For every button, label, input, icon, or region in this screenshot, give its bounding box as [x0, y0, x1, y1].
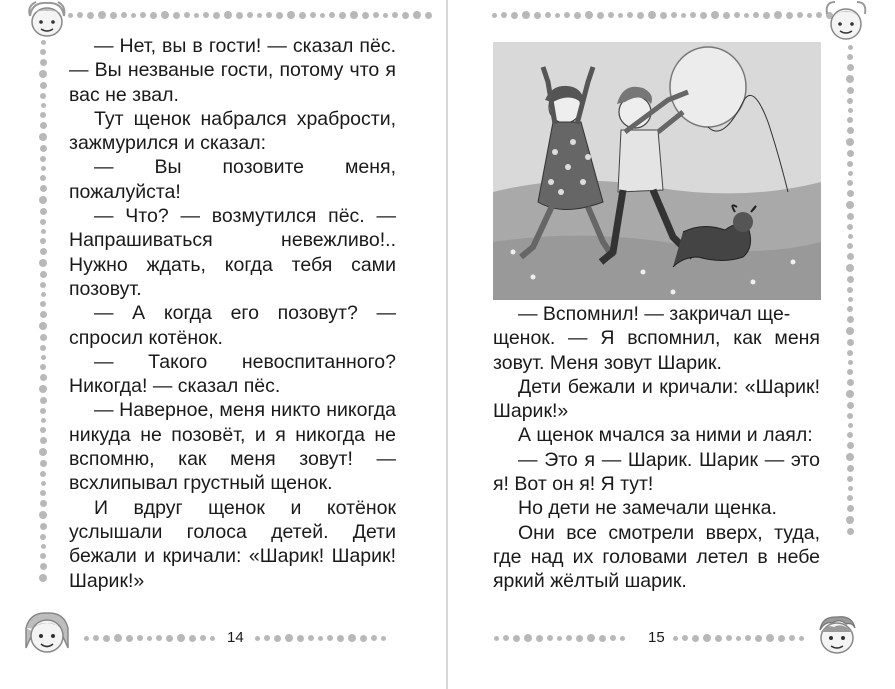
border-dot: [847, 369, 853, 375]
bottom-dot-border-right: [255, 633, 386, 643]
border-dot: [40, 82, 47, 89]
border-dot: [848, 234, 853, 239]
border-dot: [557, 636, 562, 641]
border-dot: [620, 636, 625, 641]
bottom-dot-border-right: [673, 633, 804, 643]
border-dot: [503, 635, 509, 641]
border-dot: [847, 180, 853, 186]
paragraph: — Это я — Шарик. Шарик — это я! Вот он я! Я тут!: [493, 448, 820, 496]
border-dot: [362, 12, 369, 19]
border-dot: [846, 390, 854, 398]
border-dot: [236, 12, 243, 19]
left-page-text: [69, 34, 396, 593]
border-dot: [299, 12, 306, 19]
border-dot: [348, 634, 356, 642]
border-dot: [84, 636, 89, 641]
border-dot: [40, 248, 47, 255]
border-dot: [545, 12, 551, 18]
border-dot: [264, 635, 270, 641]
border-dot: [703, 634, 711, 642]
border-dot: [848, 486, 853, 491]
right-dot-border: [845, 45, 855, 535]
border-dot: [329, 12, 335, 18]
paragraph: — Такого невоспитанного? Никогда! — сказал пёс.: [69, 350, 396, 398]
border-dot: [847, 350, 853, 356]
border-dot: [40, 334, 47, 341]
border-dot: [39, 448, 47, 456]
border-dot: [255, 636, 260, 641]
border-dot: [846, 264, 854, 272]
border-dot: [574, 12, 581, 19]
border-dot: [847, 306, 853, 312]
border-dot: [597, 12, 604, 19]
border-dot: [797, 12, 803, 18]
border-dot: [41, 292, 46, 297]
border-dot: [318, 636, 323, 641]
border-dot: [648, 11, 656, 19]
border-dot: [41, 544, 46, 549]
border-dot: [339, 12, 346, 19]
border-dot: [847, 54, 853, 60]
border-dot: [350, 11, 358, 19]
border-dot: [121, 12, 127, 18]
border-dot: [392, 12, 398, 18]
border-dot: [40, 311, 47, 318]
illustration-drawing: [493, 42, 821, 300]
border-dot: [161, 11, 169, 19]
border-dot: [40, 219, 46, 225]
border-dot: [40, 208, 47, 215]
border-dot: [40, 563, 47, 570]
border-dot: [501, 12, 507, 18]
border-dot: [210, 636, 215, 641]
border-dot: [40, 185, 47, 192]
border-dot: [847, 117, 853, 123]
border-dot: [753, 12, 759, 18]
border-dot: [522, 11, 530, 19]
border-dot: [381, 636, 386, 641]
border-dot: [726, 635, 732, 641]
border-dot: [194, 13, 199, 18]
border-dot: [257, 13, 262, 18]
border-dot: [40, 59, 47, 66]
border-dot: [848, 45, 853, 50]
border-dot: [413, 11, 421, 19]
border-dot: [40, 364, 46, 370]
border-dot: [337, 635, 344, 642]
border-dot: [213, 12, 220, 19]
border-dot: [40, 271, 47, 278]
border-dot: [360, 635, 367, 642]
paragraph: Но дети не замечали щенка.: [518, 497, 777, 520]
border-dot: [847, 528, 854, 535]
border-dot: [847, 379, 854, 386]
border-dot: [576, 635, 583, 642]
border-dot: [660, 12, 667, 19]
border-dot: [608, 12, 614, 18]
border-dot: [511, 12, 518, 19]
border-dot: [40, 374, 47, 381]
border-dot: [425, 12, 432, 19]
border-dot: [266, 12, 272, 18]
border-dot: [40, 301, 46, 307]
border-dot: [847, 442, 854, 449]
border-dot: [700, 12, 707, 19]
border-dot: [736, 636, 741, 641]
border-dot: [847, 243, 853, 249]
paragraph: — Наверное, меня никто никогда никуда не позовёт, и я никогда не вспомню, как меня зовут! — всхлипывал грустный щенок.: [69, 399, 396, 495]
border-dot: [555, 13, 560, 18]
border-dot: [77, 12, 83, 18]
border-dot: [184, 12, 190, 18]
border-dot: [799, 636, 804, 641]
border-dot: [177, 634, 185, 642]
page-number: 14: [227, 629, 244, 646]
border-dot: [274, 635, 281, 642]
border-dot: [847, 276, 854, 283]
border-dot: [200, 635, 206, 641]
border-dot: [711, 11, 719, 19]
paragraph: Они все смотрели вверх, туда, где над их головами летел в небе яркий жёлтый шарик.: [493, 521, 820, 593]
border-dot: [847, 98, 853, 104]
paragraph: — Что? — возмутился пёс. — Напрашиваться невежливо!.. Нужно ждать, когда тебя сами позовут.: [69, 205, 396, 300]
border-dot: [744, 13, 749, 18]
border-dot: [587, 634, 595, 642]
children-balloon-illustration: [493, 42, 821, 300]
border-dot: [150, 12, 157, 19]
border-dot: [846, 138, 854, 146]
border-dot: [383, 13, 388, 18]
paragraph: — Вы позовите меня, пожалуйста!: [69, 156, 396, 203]
border-dot: [40, 523, 47, 530]
border-dot: [40, 471, 46, 477]
border-dot: [87, 12, 94, 19]
border-dot: [40, 122, 47, 129]
border-dot: [285, 634, 293, 642]
border-dot: [673, 636, 678, 641]
border-dot: [140, 12, 146, 18]
border-dot: [492, 13, 497, 18]
border-dot: [816, 12, 822, 18]
border-dot: [40, 553, 46, 559]
border-dot: [40, 534, 46, 540]
border-dot: [847, 339, 854, 346]
border-dot: [41, 481, 46, 486]
border-dot: [41, 355, 46, 360]
border-dot: [599, 635, 606, 642]
border-dot: [327, 635, 333, 641]
border-dot: [40, 490, 46, 496]
border-dot: [40, 500, 47, 507]
border-dot: [848, 360, 853, 365]
border-dot: [846, 327, 854, 335]
border-dot: [536, 635, 543, 642]
border-dot: [778, 635, 785, 642]
border-dot: [671, 12, 677, 18]
border-dot: [847, 253, 854, 260]
border-dot: [93, 635, 99, 641]
border-dot: [847, 476, 853, 482]
border-dot: [189, 635, 196, 642]
paragraph: — Вспомнил! — закричал ще-: [518, 303, 791, 325]
border-dot: [745, 635, 751, 641]
border-dot: [166, 635, 173, 642]
border-dot: [618, 13, 623, 18]
border-dot: [847, 505, 854, 512]
border-dot: [755, 635, 762, 642]
border-dot: [402, 12, 409, 19]
border-dot: [39, 322, 47, 330]
border-dot: [39, 259, 47, 267]
border-dot: [585, 11, 593, 19]
border-dot: [846, 453, 854, 461]
border-dot: [39, 511, 47, 519]
border-dot: [276, 12, 283, 19]
border-dot: [847, 87, 854, 94]
border-dot: [786, 12, 793, 19]
border-dot: [40, 93, 46, 99]
border-dot: [308, 635, 314, 641]
border-dot: [763, 12, 770, 19]
border-dot: [513, 635, 520, 642]
border-dot: [766, 634, 774, 642]
border-dot: [846, 516, 854, 524]
paragraph: — А когда его позовут? — спросил котёнок.: [69, 302, 396, 349]
border-dot: [131, 13, 136, 18]
paragraph: Дети бежали и кричали: «Шарик! Шарик!»: [493, 375, 820, 423]
border-dot: [564, 12, 570, 18]
border-dot: [147, 636, 152, 641]
border-dot: [524, 634, 532, 642]
border-dot: [310, 12, 316, 18]
border-dot: [40, 397, 47, 404]
border-dot: [734, 12, 740, 18]
border-dot: [547, 635, 553, 641]
border-dot: [98, 11, 106, 19]
border-dot: [807, 13, 812, 18]
border-dot: [41, 418, 46, 423]
border-dot: [114, 634, 122, 642]
border-dot: [40, 427, 46, 433]
border-dot: [39, 574, 47, 582]
border-dot: [224, 11, 232, 19]
border-dot: [846, 75, 854, 83]
border-dot: [637, 12, 644, 19]
border-dot: [320, 13, 325, 18]
border-dot: [534, 12, 541, 19]
border-dot: [40, 175, 46, 181]
border-dot: [40, 49, 46, 55]
border-dot: [610, 635, 616, 641]
border-dot: [682, 635, 688, 641]
border-dot: [692, 635, 699, 642]
border-dot: [40, 238, 46, 244]
girl-face-bottom-icon: [20, 608, 74, 658]
border-dot: [847, 402, 854, 409]
boy-face-icon: [812, 612, 862, 658]
top-dot-border: [492, 10, 856, 20]
border-dot: [40, 112, 46, 118]
paragraph: Тут щенок набрался храбрости, зажмурился и сказал:: [69, 107, 396, 155]
border-dot: [848, 297, 853, 302]
paragraph: — Нет, вы в гости! — сказал пёс. — Вы незваные гости, потому что я вас не звал.: [69, 35, 396, 106]
right-page: [448, 0, 895, 689]
border-dot: [39, 385, 47, 393]
right-page-text: [493, 302, 820, 594]
border-dot: [126, 635, 133, 642]
border-dot: [847, 432, 853, 438]
border-dot: [494, 636, 499, 641]
border-dot: [847, 413, 853, 419]
border-dot: [715, 635, 722, 642]
border-dot: [847, 465, 854, 472]
border-dot: [41, 103, 46, 108]
border-dot: [371, 635, 377, 641]
border-dot: [723, 12, 730, 19]
border-dot: [110, 12, 117, 19]
border-dot: [846, 201, 854, 209]
border-dot: [287, 11, 295, 19]
girl-face-icon: [823, 0, 869, 44]
border-dot: [40, 437, 47, 444]
border-dot: [137, 635, 143, 641]
border-dot: [373, 12, 379, 18]
border-dot: [774, 11, 782, 19]
border-dot: [847, 316, 854, 323]
border-dot: [627, 12, 633, 18]
top-dot-border: [68, 10, 432, 20]
girl-face-icon: [24, 0, 70, 40]
border-dot: [847, 161, 853, 167]
border-dot: [847, 224, 853, 230]
border-dot: [847, 127, 854, 134]
paragraph: щенок. — Я вспомнил, как меня зовут. Меня зовут Шарик.: [493, 327, 820, 374]
border-dot: [681, 13, 686, 18]
border-dot: [848, 423, 853, 428]
bottom-dot-border-left: [494, 633, 625, 643]
border-dot: [39, 70, 47, 78]
left-dot-border: [38, 40, 48, 582]
bottom-dot-border-left: [84, 633, 215, 643]
border-dot: [40, 460, 47, 467]
border-dot: [847, 495, 853, 501]
border-dot: [40, 145, 47, 152]
border-dot: [297, 635, 304, 642]
border-dot: [39, 133, 47, 141]
border-dot: [690, 12, 696, 18]
border-dot: [566, 635, 572, 641]
border-dot: [156, 635, 162, 641]
border-dot: [247, 12, 253, 18]
border-dot: [40, 345, 46, 351]
border-dot: [40, 282, 46, 288]
border-dot: [789, 635, 795, 641]
border-dot: [848, 108, 853, 113]
border-dot: [41, 166, 46, 171]
border-dot: [103, 635, 110, 642]
border-dot: [40, 156, 46, 162]
border-dot: [848, 171, 853, 176]
border-dot: [41, 229, 46, 234]
border-dot: [847, 150, 854, 157]
border-dot: [41, 40, 46, 45]
border-dot: [39, 196, 47, 204]
border-dot: [203, 12, 209, 18]
border-dot: [173, 12, 180, 19]
left-page: [0, 0, 447, 689]
border-dot: [847, 287, 853, 293]
border-dot: [40, 408, 46, 414]
border-dot: [847, 190, 854, 197]
paragraph: И вдруг щенок и котёнок услышали голоса детей. Дети бежали и кричали: «Шарик! Шарик! Шарик!»: [69, 496, 396, 592]
paragraph: А щенок мчался за ними и лаял:: [518, 424, 813, 447]
border-dot: [847, 64, 854, 71]
border-dot: [847, 213, 854, 220]
page-number: 15: [648, 629, 665, 646]
